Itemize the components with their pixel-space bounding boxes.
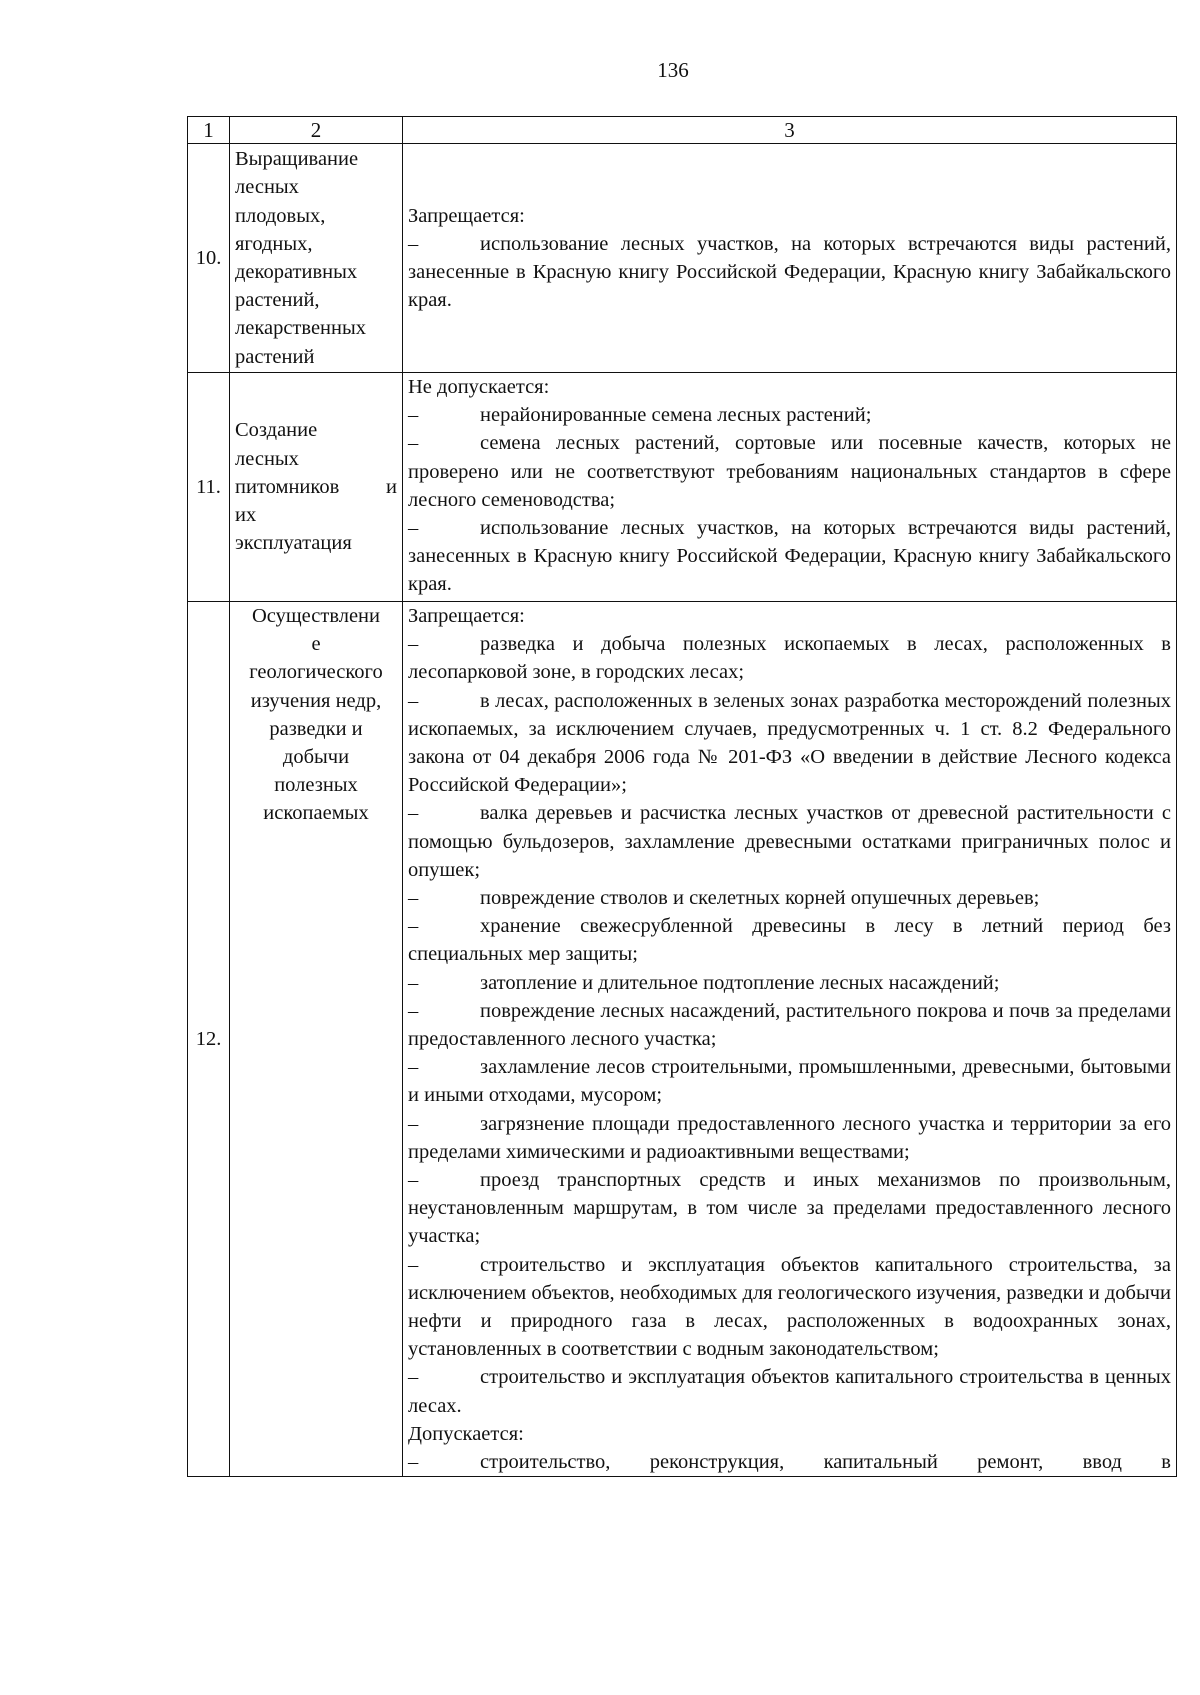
column-header-3: 3 [403, 117, 1177, 144]
list-item: – загрязнение площади предоставленного лесного участка и территории за его пределами химическими и радиоактивными веществами; [408, 1110, 1171, 1166]
activity-name-line: лесных [235, 176, 299, 199]
requirements-cell [403, 373, 1177, 602]
list-item: – использование лесных участков, на которых встречаются виды растений, занесенных в Красную книгу Российской Федерации, Красную книгу Забайкальского края. [408, 514, 1171, 599]
list-item: – строительство и эксплуатация объектов капитального строительства, за исключением объектов, необходимых для геологического изучения, разведки и добычи нефти и природного газа в лесах, расположенных в водоохранных зонах, установленных в соответствии с водным законодательством; [408, 1251, 1171, 1364]
dash-bullet: – [408, 1056, 419, 1079]
activity-name-line: лесных [235, 447, 299, 470]
activity-name [230, 373, 403, 602]
row-number: 12. [188, 602, 230, 1477]
activity-name-line: ископаемых [263, 802, 369, 825]
list-item: – нерайонированные семена лесных растений; [408, 401, 1171, 429]
row-number: 10. [188, 144, 230, 373]
requirements-cell [403, 602, 1177, 1477]
column-header-1: 1 [188, 117, 230, 144]
list-item: – строительство, реконструкция, капитальный ремонт, ввод в [408, 1448, 1171, 1476]
row-number: 11. [188, 373, 230, 602]
activity-name-line: изучения недр, [250, 689, 382, 712]
page-number: 136 [657, 58, 689, 82]
activity-name-line: Выращивание [235, 148, 359, 171]
activity-name-line: геологического [249, 661, 383, 684]
activity-name [230, 602, 403, 1477]
section-heading: Допускается: [408, 1422, 524, 1445]
dash-bullet: – [408, 1451, 419, 1474]
list-item: – хранение свежесрубленной древесины в лесу в летний период без специальных мер защиты; [408, 912, 1171, 968]
activity-name-line: Создание [235, 419, 318, 442]
dash-bullet: – [408, 633, 419, 656]
section-heading: Запрещается: [408, 605, 525, 627]
dash-bullet: – [408, 802, 419, 825]
table-row [188, 373, 1177, 602]
activity-name-line: добычи [282, 746, 350, 769]
dash-bullet: – [408, 915, 419, 938]
list-item: – валка деревьев и расчистка лесных участков от древесной растительности с помощью бульдозеров, захламление древесными остатками приграничных полос и опушек; [408, 799, 1171, 884]
activity-name-line: питомников и [235, 475, 397, 498]
activity-name-line: разведки и [269, 717, 363, 740]
table-row [188, 144, 1177, 373]
activity-name-line: растений, [235, 289, 320, 312]
dash-bullet: – [408, 887, 419, 910]
activity-name-line: ягодных, [235, 232, 313, 255]
dash-bullet: – [408, 232, 419, 255]
activity-name [230, 144, 403, 373]
activity-name-line: Осуществлени [251, 605, 380, 627]
activity-name-line: их [235, 504, 257, 527]
activity-name-line: эксплуатация [235, 532, 352, 555]
activity-name-line: лекарственных [235, 317, 367, 340]
column-header-2: 2 [230, 117, 403, 144]
list-item: – захламление лесов строительными, промышленными, древесными, бытовыми и иными отходами, мусором; [408, 1053, 1171, 1109]
dash-bullet: – [408, 404, 419, 427]
table-row [188, 602, 1177, 1477]
list-item: – использование лесных участков, на которых встречаются виды растений, занесенные в Красную книгу Российской Федерации, Красную книгу Забайкальского края. [408, 230, 1171, 315]
regulations-table [187, 116, 1177, 1477]
section-heading: Запрещается: [408, 204, 525, 227]
list-item: – семена лесных растений, сортовые или посевные качеств, которых не проверено или не соответствуют требованиям национальных стандартов в сфере лесного семеноводства; [408, 429, 1171, 514]
list-item: – разведка и добыча полезных ископаемых в лесах, расположенных в лесопарковой зоне, в городских лесах; [408, 630, 1171, 686]
requirements-cell [403, 144, 1177, 373]
list-item: – повреждение лесных насаждений, растительного покрова и почв за пределами предоставленного лесного участка; [408, 997, 1171, 1053]
dash-bullet: – [408, 971, 419, 994]
list-item: – повреждение стволов и скелетных корней опушечных деревьев; [408, 884, 1171, 912]
dash-bullet: – [408, 1253, 419, 1276]
section-heading: Не допускается: [408, 376, 550, 398]
dash-bullet: – [408, 1366, 419, 1389]
activity-name-line: е [311, 633, 321, 656]
activity-name-line: плодовых, [235, 204, 326, 227]
dash-bullet: – [408, 1169, 419, 1192]
dash-bullet: – [408, 517, 419, 540]
activity-name-line: декоративных [235, 261, 358, 283]
activity-name-line: полезных [274, 774, 358, 797]
activity-name-line: растений [235, 345, 315, 368]
dash-bullet: – [408, 689, 419, 712]
list-item: – в лесах, расположенных в зеленых зонах разработка месторождений полезных ископаемых, за исключением случаев, предусмотренных ч. 1 ст. 8.2 Федерального закона от 04 декабря 2006 года № 201-ФЗ «О введении в действие Лесного кодекса Российской Федерации»; [408, 687, 1171, 800]
list-item: – строительство и эксплуатация объектов капитального строительства в ценных лесах. [408, 1363, 1171, 1419]
list-item: – затопление и длительное подтопление лесных насаждений; [408, 969, 1171, 997]
table-header-row [188, 117, 1177, 144]
dash-bullet: – [408, 999, 419, 1022]
list-item: – проезд транспортных средств и иных механизмов по произвольным, неустановленным маршрутам, в том числе за пределами предоставленного лесного участка; [408, 1166, 1171, 1251]
dash-bullet: – [408, 432, 419, 455]
dash-bullet: – [408, 1112, 419, 1135]
